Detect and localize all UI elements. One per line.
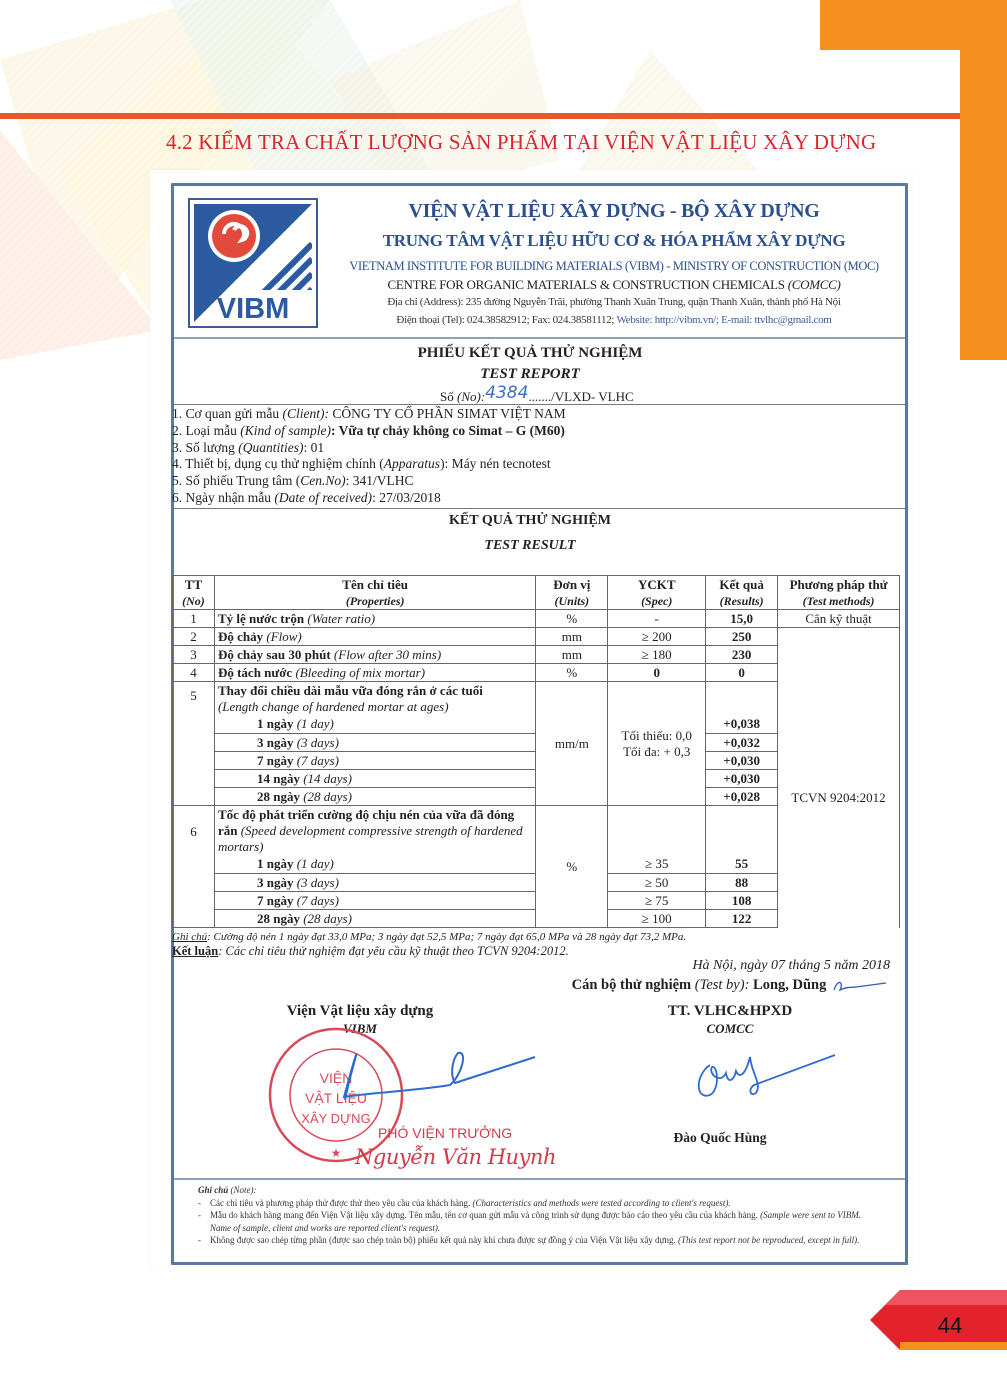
svg-text:★: ★	[330, 1146, 342, 1160]
stamp-text-bot: XÂY DỰNG	[301, 1111, 371, 1126]
institute-name-vn: VIỆN VẬT LIỆU XÂY DỰNG - BỘ XÂY DỰNG	[408, 200, 820, 222]
place-date: Hà Nội, ngày 07 tháng 5 năm 2018	[692, 958, 890, 973]
table-row-6-header: 6 Tốc độ phát triển cường độ chịu nén của vữa đã đóng rắn (Speed development compressive strength of hardened mortars) %	[173, 806, 900, 856]
centre-signatory-name: Đào Quốc Hùng	[673, 1130, 767, 1145]
shared-method-cell: TCVN 9204:2012	[778, 628, 900, 928]
info-date-received: 6. Ngày nhận mẫu (Date of received): 27/03/2018	[172, 489, 441, 505]
info-client: 1. Cơ quan gửi mẫu (Client): CÔNG TY CỔ PHẦN SIMAT VIỆT NAM	[172, 406, 566, 421]
accent-bar	[960, 50, 1007, 360]
centre-abbr: (COMCC)	[787, 277, 841, 292]
table-row: 14 ngày (14 days) +0,030	[173, 770, 900, 788]
table-row: 1 ngày (1 day) +0,038	[173, 716, 900, 734]
info-cen-no: 5. Số phiếu Trung tâm (Cen.No): 341/VLHC	[172, 473, 414, 489]
info-sample: 2. Loại mẫu (Kind of sample): Vữa tự chảy không co Simat – G (M60)	[172, 422, 565, 438]
col-units: Đơn vị (Units)	[536, 576, 608, 610]
table-row: 4 Độ tách nước (Bleeding of mix mortar) % 0 0	[173, 664, 900, 682]
divider	[174, 508, 905, 509]
conclusion: Kết luận: Các chỉ tiêu thử nghiệm đạt yêu cầu kỹ thuật theo TCVN 9204:2012.	[172, 944, 569, 958]
website-email: Website: http://vibm.vn/; E-mail: ttvlhc@gmail.com	[616, 314, 832, 326]
tester: Cán bộ thử nghiệm (Test by): Long, Dũng	[520, 977, 890, 994]
address: Địa chỉ (Address): 235 đường Nguyễn Trãi, phường Thanh Xuân Trung, quận Thanh Xuân, thành phố Hà Nội	[387, 296, 841, 308]
table-row: 3 ngày (3 days) ≥ 50 88	[173, 874, 900, 892]
table-row: 28 ngày (28 days) ≥ 100 122	[173, 910, 900, 928]
vibm-logo-icon	[194, 204, 312, 322]
col-spec: YCKT (Spec)	[608, 576, 706, 610]
phone-fax: Điện thoại (Tel): 024.38582912; Fax: 024.38581112;	[396, 314, 617, 326]
info-apparatus: 4. Thiết bị, dụng cụ thử nghiệm chính (Apparatus): Máy nén tecnotest	[172, 456, 551, 472]
table-row: 1 ngày (1 day) ≥ 35 55	[173, 856, 900, 874]
table-header-row	[173, 576, 900, 610]
signatory-role: PHÓ VIỆN TRƯỞNG	[378, 1125, 513, 1141]
results-title: KẾT QUẢ THỬ NGHIỆM	[449, 513, 611, 528]
section-rule	[0, 113, 960, 119]
contact	[334, 314, 894, 326]
centre-name-en	[334, 277, 894, 293]
table-row: 28 ngày (28 days) +0,028	[173, 788, 900, 806]
report-subtitle: TEST REPORT	[480, 366, 580, 382]
table-row: 3 ngày (3 days) +0,032	[173, 734, 900, 752]
logo-text: VIBM	[216, 293, 290, 322]
report-title: PHIẾU KẾT QUẢ THỬ NGHIỆM	[417, 345, 643, 361]
stamp-text-top: VIỆN	[319, 1070, 353, 1086]
col-results: Kết quả (Results)	[706, 576, 778, 610]
report-number-handwritten: 4384	[485, 383, 529, 403]
table-row: 2 Độ chảy (Flow) mm ≥ 200 250 TCVN 9204:2012	[173, 628, 900, 646]
results-table	[172, 575, 900, 928]
report-number-label: Số	[440, 389, 457, 404]
accent-block	[820, 0, 1007, 50]
result-note: Ghi chú: Cường độ nén 1 ngày đạt 33,0 MPa; 3 ngày đạt 52,5 MPa; 7 ngày đạt 65,0 MPa và 28 ngày đạt 73,2 MPa.	[172, 931, 687, 943]
footnotes: Ghi chú (Note): - Các chỉ tiêu và phương pháp thử được thử theo yêu cầu của khách hàng. (Characteristics and methods were tested according to client's request). - Mẫu do khách hàng mang đến Viện Vật liệu xây dựng. Tên mẫu, tên cơ quan gửi mẫu và công trình sử dụng được báo cáo theo yêu cầu của khách hàng. (Sample were sent to VIBM. Name of sample, client and works are reported client's request). - Không được sao chép từng phần (được sao chép toàn bộ) phiếu kết quả này khi chưa được sự đồng ý của Viện Vật liệu xây dựng. (This test report not be reproduced, except in full).	[174, 1178, 905, 1247]
tester-signature-icon	[830, 978, 890, 994]
col-methods: Phương pháp thử (Test methods)	[778, 576, 900, 610]
footnote-item: - Mẫu do khách hàng mang đến Viện Vật liệu xây dựng. Tên mẫu, tên cơ quan gửi mẫu và công trình sử dụng được báo cáo theo yêu cầu của khách hàng. (Sample were sent to VIBM. Name of sample, client and works are reported client's request).	[198, 1210, 861, 1233]
page-number: 44	[937, 1313, 963, 1338]
table-row: 7 ngày (7 days) +0,030	[173, 752, 900, 770]
section-title: 4.2 KIỂM TRA CHẤT LƯỢNG SẢN PHẨM TẠI VIỆN VẬT LIỆU XÂY DỰNG	[166, 130, 877, 154]
signatory-name-stamp: Nguyễn Văn Huynh	[355, 1145, 556, 1169]
institute-signatory-title: Viện Vật liệu xây dựng	[286, 1003, 434, 1019]
centre-name-en-text: CENTRE FOR ORGANIC MATERIALS & CONSTRUCTION CHEMICALS	[387, 277, 788, 292]
institute-signatory-sub: VIBM	[343, 1021, 377, 1036]
centre-signatory-sub: COMCC	[706, 1021, 754, 1036]
report-number-suffix: ......./VLXD- VLHC	[528, 389, 634, 404]
stamp-text-mid: VẬT LIỆU	[305, 1090, 367, 1106]
footnote-item: - Các chỉ tiêu và phương pháp thử được thử theo yêu cầu của khách hàng. (Characteristics and methods were tested according to client's request).	[198, 1197, 731, 1208]
table-row: 7 ngày (7 days) ≥ 75 108	[173, 892, 900, 910]
col-properties: Tên chỉ tiêu (Properties)	[214, 576, 535, 610]
table-row: 1 Tỷ lệ nước trộn (Water ratio) % - 15,0 Cân kỹ thuật	[173, 610, 900, 628]
centre-signature-icon	[690, 1045, 840, 1105]
letterhead	[174, 186, 905, 339]
sample-info	[172, 406, 692, 507]
institute-name-en: VIETNAM INSTITUTE FOR BUILDING MATERIALS (VIBM) - MINISTRY OF CONSTRUCTION (MOC)	[349, 259, 879, 273]
report-number-label-en: (No):	[456, 389, 486, 404]
info-quantity: 3. Số lượng (Quantities): 01	[172, 439, 325, 455]
spec-range: Tối thiểu: 0,0 Tối đa: + 0,3	[608, 682, 706, 806]
centre-signatory-title: TT. VLHC&HPXD	[667, 1003, 793, 1019]
table-row-5-header: 5 Thay đổi chiều dài mẫu vữa đóng rắn ở các tuổi (Length change of hardened mortar at ages) mm/m Tối thiểu: 0,0 Tối đa: + 0,3	[173, 682, 900, 716]
col-no: TT (No)	[173, 576, 215, 610]
vibm-logo	[188, 198, 318, 328]
results-subtitle: TEST RESULT	[484, 538, 576, 553]
institute-signature-icon	[330, 1045, 540, 1105]
divider	[174, 404, 905, 405]
footnote-item: - Không được sao chép từng phần (được sao chép toàn bộ) phiếu kết quả này khi chưa được sự đồng ý của Viện Vật liệu xây dựng. (This test report not be reproduced, except in full).	[198, 1235, 860, 1246]
centre-name-vn: TRUNG TÂM VẬT LIỆU HỮU CƠ & HÓA PHẨM XÂY DỰNG	[382, 231, 846, 250]
table-row: 3 Độ chảy sau 30 phút (Flow after 30 mins) mm ≥ 180 230	[173, 646, 900, 664]
report-number	[440, 383, 700, 406]
